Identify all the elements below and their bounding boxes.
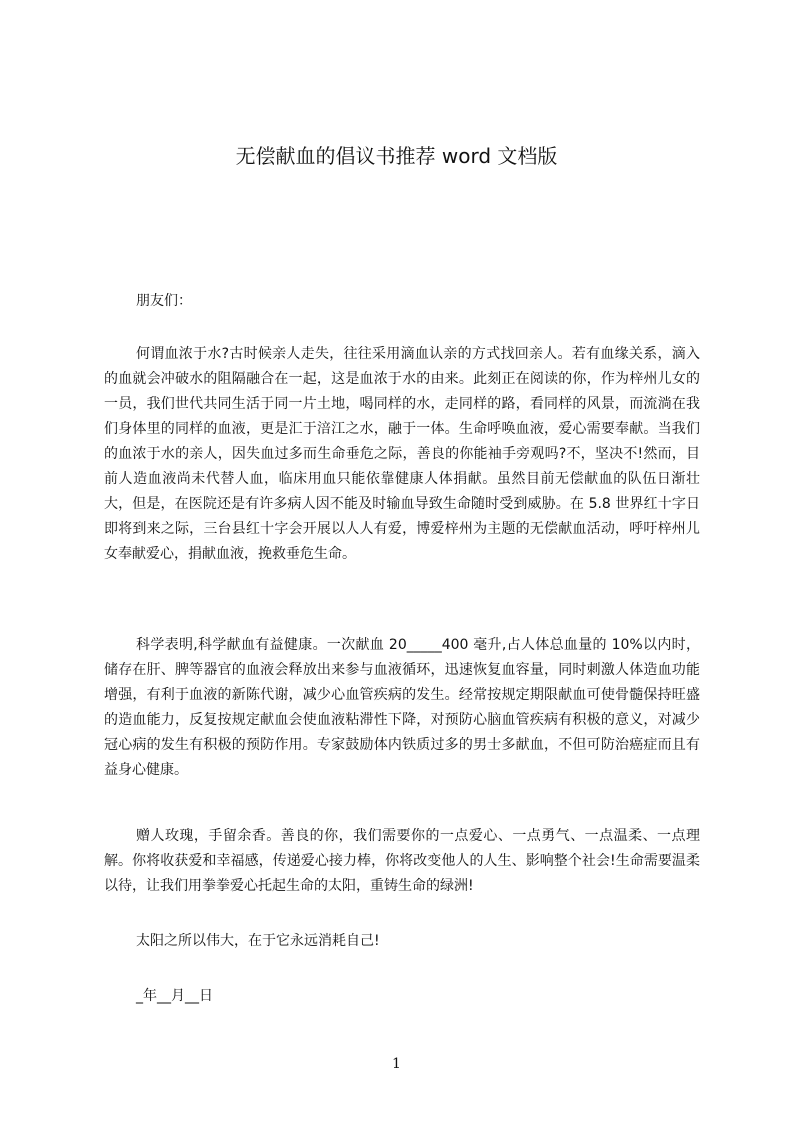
date-line: _年__月__日 (136, 988, 213, 1004)
paragraph-blood-thicker-than-water: 何谓血浓于水?古时候亲人走失，往往采用滴血认亲的方式找回亲人。若有血缘关系，滴入的血就会冲破水的阻隔融合在一起，这是血浓于水的由来。此刻正在阅读的你，作为梓州儿女的一员，我们世代共同生活于同一片土地，喝同样的水，走同样的路，看同样的风景，而流淌在我们身体里的同样的血液，更是汇于涪江之水，融于一体。生命呼唤血液，爱心需要奉献。当我们的血浓于水的亲人，因失血过多而生命垂危之际，善良的你能袖手旁观吗?不，坚决不!然而，目前人造血液尚未代替人血，临床用血只能依靠健康人体捐献。虽然目前无偿献血的队伍日渐壮大，但是，在医院还是有许多病人因不能及时输血导致生命随时受到威胁。在 5.8 世界红十字日即将到来之际，三台县红十字会开展以人人有爱，博爱梓州为主题的无偿献血活动，呼吁梓州儿女奉献爱心，捐献血液，挽救垂危生命。 (104, 346, 700, 562)
page-number: 1 (392, 1056, 401, 1072)
document-title: 无偿献血的倡议书推荐 word 文档版 (235, 144, 558, 168)
salutation: 朋友们： (136, 293, 192, 309)
paragraph-call-to-action: 赠人玫瑰，手留余香。善良的你，我们需要你的一点爱心、一点勇气、一点温柔、一点理解。你将收获爱和幸福感，传递爱心接力棒，你将改变他人的人生、影响整个社会!生命需要温柔以待，让我们用拳拳爱心托起生命的太阳，重铸生命的绿洲! (104, 828, 700, 894)
paragraph-closing-quote: 太阳之所以伟大，在于它永远消耗自己! (136, 933, 380, 949)
paragraph-science-of-donation: 科学表明,科学献血有益健康。一次献血 20_____400 毫升,占人体总血量的 10%以内时，储存在肝、脾等器官的血液会释放出来参与血液循环，迅速恢复血容量，同时刺激人体造血功能增强，有利于血液的新陈代谢，减少心血管疾病的发生。经常按规定期限献血可使骨髓保持旺盛的造血能力，反复按规定献血会使血液粘滞性下降，对预防心脑血管疾病有积极的意义，对减少冠心病的发生有积极的预防作用。专家鼓励体内铁质过多的男士多献血，不但可防治癌症而且有益身心健康。 (104, 637, 700, 778)
